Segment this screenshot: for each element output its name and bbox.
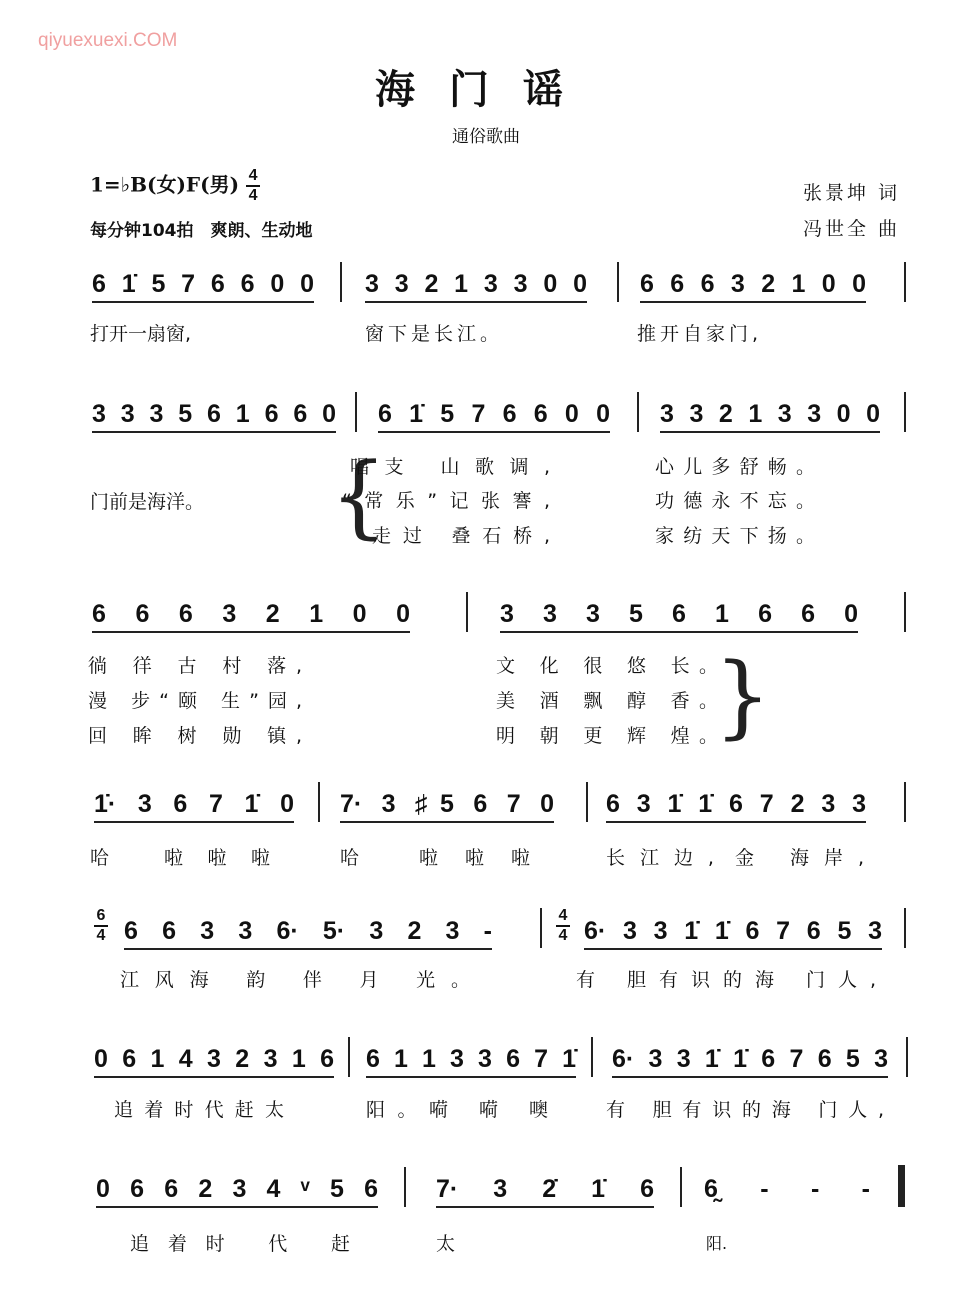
lyric: 窗下是长江。 — [365, 323, 504, 345]
lyric: 太 — [436, 1233, 456, 1255]
lyricist-credit: 张景坤 词 — [802, 182, 900, 204]
ts-bottom: 4 — [248, 187, 258, 204]
measure: 6 6 6 3 2 1 0 0 — [92, 600, 410, 633]
ts-top: 4 — [558, 907, 568, 924]
lyric-verse-1: 徜 徉 古 村 落, — [88, 655, 302, 677]
measure: 3 3 2 1 3 3 0 0 — [660, 400, 880, 433]
ts-bottom: 4 — [558, 927, 568, 944]
lyric-verse-2: 功德永不忘。 — [655, 490, 815, 512]
measure: 3 3 3 5 6 1 6 6 0 — [500, 600, 858, 633]
lyric-verse-3: 走过 叠石桥, — [372, 525, 550, 547]
key-text: 1=♭B(女)F(男) — [90, 172, 240, 197]
measure: 6 1̇ 5 7 6 6 0 0 — [92, 270, 314, 303]
lyric: 追着时代赶太 — [114, 1099, 284, 1121]
measure: 0 6 1 4 3 2 3 1 6 — [94, 1045, 334, 1078]
time-signature-change — [94, 908, 108, 944]
lyric-verse-3: 明 朝 更 辉 煌。 — [496, 725, 718, 747]
ts-top: 4 — [248, 167, 258, 184]
verse-brace: } — [714, 644, 772, 749]
ts-bottom: 4 — [96, 927, 106, 944]
song-title: 海门谣 — [375, 66, 597, 113]
song-genre: 通俗歌曲 — [452, 127, 520, 147]
lyric: 有 胆有识的海 门人, — [606, 1099, 884, 1121]
watermark: qiyuexuexi.COM — [38, 30, 178, 51]
lyric: 门前是海洋。 — [90, 491, 205, 513]
measure: 7· 3 2̇ 1̇ 6 — [436, 1175, 654, 1208]
lyric-verse-3: 家纺天下扬。 — [655, 525, 815, 547]
measure: 6· 3 3 1̇ 1̇ 6 7 6 5 3 — [612, 1045, 888, 1078]
measure: 6 1 1 3 3 6 7 1̇ — [366, 1045, 576, 1078]
composer-credit: 冯世全 曲 — [802, 218, 900, 240]
lyric: 哈 啦啦啦 — [90, 847, 270, 869]
tempo-marking: 每分钟104拍 爽朗、生动地 — [90, 221, 313, 241]
lyric: 追着时 代 赶 — [130, 1233, 350, 1255]
lyric: 打开一扇窗, — [90, 323, 192, 345]
time-signature — [246, 168, 260, 204]
lyric-verse-2: 漫 步“颐 生”园, — [88, 690, 302, 712]
key-signature — [90, 168, 260, 204]
lyric: 推开自家门, — [637, 323, 763, 345]
time-signature-change — [556, 908, 570, 944]
measure: 6̰ - - - — [704, 1175, 870, 1203]
measure: 6 6 3 3 6· 5· 3 2 3 - — [124, 917, 492, 950]
measure: 6· 3 3 1̇ 1̇ 6 7 6 5 3 — [584, 917, 882, 950]
measure: 3 3 3 5 6 1 6 6 0 — [92, 400, 336, 433]
lyric: 阳。嗬 嗬 噢 — [366, 1099, 548, 1121]
measure: 1̇· 3 6 7 1̇ 0 — [94, 790, 294, 823]
measure: 6 3 1̇ 1̇ 6 7 2 3 3 — [606, 790, 866, 823]
lyric-verse-2: “常乐”记张謇, — [342, 490, 550, 512]
lyric-verse-1: 文 化 很 悠 长。 — [496, 655, 718, 677]
measure: 7· 3 ♯5 6 7 0 — [340, 790, 554, 823]
verse-brace: { — [330, 444, 388, 549]
lyric-verse-3: 回 眸 树 勋 镇, — [88, 725, 302, 747]
measure: 6 6 6 3 2 1 0 0 — [640, 270, 866, 303]
lyric: 江风海 韵 伴 月 光。 — [120, 969, 470, 991]
measure: 6 1̇ 5 7 6 6 0 0 — [378, 400, 610, 433]
final-barline — [898, 1165, 905, 1207]
lyric: 长江边, 金 海岸, — [606, 847, 864, 869]
measure: 0 6 6 2 3 4 ᵛ 5 6 — [96, 1175, 378, 1208]
lyric: 阳. — [706, 1234, 728, 1253]
lyric-verse-1: 心儿多舒畅。 — [655, 456, 815, 478]
lyric-verse-1: 唱支 山歌调, — [350, 456, 550, 478]
lyric: 有 胆有识的海 门人, — [576, 969, 876, 991]
measure: 3 3 2 1 3 3 0 0 — [365, 270, 587, 303]
lyric-verse-2: 美 酒 飘 醇 香。 — [496, 690, 718, 712]
ts-top: 6 — [96, 907, 106, 924]
lyric: 哈 啦啦啦 — [340, 847, 530, 869]
